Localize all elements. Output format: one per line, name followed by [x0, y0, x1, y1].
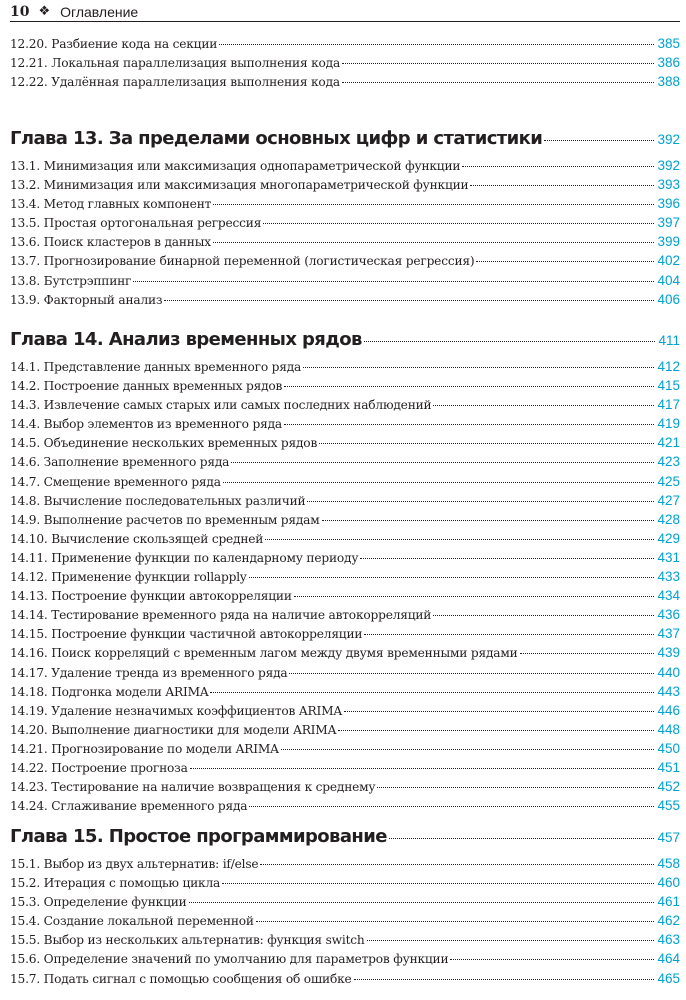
dot-leader: [294, 596, 655, 597]
toc-entry[interactable]: [10, 722, 680, 741]
entry-page[interactable]: 412: [657, 359, 680, 374]
entry-page[interactable]: 429: [657, 530, 680, 546]
entry-title: 14.5. Объединение нескольких временных рядов: [10, 436, 318, 451]
toc-entry[interactable]: [10, 779, 680, 798]
toc-entry[interactable]: [10, 932, 680, 951]
toc-entry[interactable]: [10, 971, 680, 990]
entry-title: 12.21. Локальная параллелизация выполнения кода: [10, 56, 341, 71]
entry-page[interactable]: 399: [657, 234, 680, 250]
dot-leader: [249, 806, 654, 807]
entry-title: 14.16. Поиск корреляций с временным лагом между двумя временными рядами: [10, 646, 518, 661]
toc-entry[interactable]: [10, 875, 680, 894]
toc-entry[interactable]: [10, 158, 680, 177]
dot-leader: [189, 902, 655, 903]
entry-page[interactable]: 425: [657, 473, 680, 489]
dot-leader: [433, 405, 654, 406]
chapter-heading[interactable]: [10, 329, 680, 359]
entry-title: 13.1. Минимизация или максимизация однопараметрической функции: [10, 159, 461, 173]
entry-page[interactable]: 427: [657, 492, 680, 508]
chapter-page[interactable]: 457: [657, 830, 680, 845]
entry-title: 14.13. Построение функции автокорреляции: [10, 589, 292, 604]
entry-page[interactable]: 417: [657, 397, 680, 413]
entry-page[interactable]: 392: [657, 158, 680, 173]
entry-page[interactable]: 388: [657, 74, 680, 90]
dot-leader: [263, 223, 654, 224]
toc-entry[interactable]: [10, 913, 680, 932]
entry-page[interactable]: 396: [657, 196, 680, 212]
chapter-heading[interactable]: [10, 128, 680, 158]
entry-title: 15.1. Выбор из двух альтернатив: if/else: [10, 857, 259, 871]
dot-leader: [354, 979, 655, 980]
chapter-page[interactable]: 411: [658, 333, 680, 348]
dot-leader: [133, 281, 654, 282]
toc-entry[interactable]: [10, 196, 680, 215]
toc-entry[interactable]: [10, 359, 680, 378]
toc-entry[interactable]: [10, 378, 680, 397]
entry-page[interactable]: 421: [657, 435, 680, 451]
entry-page[interactable]: 415: [657, 378, 680, 394]
dot-leader: [164, 300, 654, 301]
entry-title: 14.7. Смещение временного ряда: [10, 474, 221, 489]
dot-leader: [223, 482, 655, 483]
entry-page[interactable]: 460: [657, 875, 680, 891]
dot-leader: [377, 787, 654, 788]
dot-leader: [342, 63, 654, 64]
entry-title: 14.14. Тестирование временного ряда на наличие автокорреляций: [10, 608, 432, 623]
dot-leader: [470, 185, 654, 186]
toc-entry[interactable]: [10, 856, 680, 875]
entry-page[interactable]: 465: [657, 970, 680, 986]
entry-title: 14.10. Вычисление скользящей средней: [10, 531, 264, 546]
chapter-heading[interactable]: [10, 826, 680, 856]
dot-leader: [476, 261, 654, 262]
page-header: [10, 0, 680, 22]
dot-leader: [284, 424, 655, 425]
dot-leader: [284, 386, 654, 387]
entry-page[interactable]: 458: [657, 856, 680, 871]
dot-leader: [281, 749, 655, 750]
entry-title: 14.23. Тестирование на наличие возвращения к среднему: [10, 780, 376, 795]
entry-title: 14.15. Построение функции частичной автокорреляции: [10, 627, 363, 642]
toc-entry[interactable]: [10, 760, 680, 779]
entry-page[interactable]: 452: [657, 779, 680, 795]
chapter-15: [10, 826, 680, 990]
entry-page[interactable]: 397: [657, 215, 680, 231]
chapter-title: Глава 15. Простое программирование: [10, 826, 387, 847]
toc-entry[interactable]: [10, 435, 680, 454]
entry-page[interactable]: 404: [657, 272, 680, 288]
entry-title: 14.18. Подгонка модели ARIMA: [10, 684, 209, 699]
entry-page[interactable]: 437: [657, 626, 680, 642]
entry-page[interactable]: 462: [657, 913, 680, 929]
toc-entry[interactable]: [10, 607, 680, 626]
entry-page[interactable]: 461: [657, 894, 680, 910]
entry-page[interactable]: 451: [657, 759, 680, 775]
entry-page[interactable]: 433: [657, 569, 680, 585]
entry-title: 13.9. Факторный анализ: [10, 292, 163, 307]
dot-leader: [249, 577, 655, 578]
chapter-title: Глава 13. За пределами основных цифр и статистики: [10, 128, 543, 149]
entry-title: 13.2. Минимизация или максимизация многопараметрической функции: [10, 178, 469, 193]
entry-title: 14.11. Применение функции по календарному периоду: [10, 550, 359, 565]
dot-leader: [219, 44, 654, 45]
entry-title: 15.4. Создание локальной переменной: [10, 914, 254, 929]
section-12-tail: [10, 36, 680, 93]
toc-entry[interactable]: [10, 454, 680, 473]
entry-page[interactable]: 455: [657, 798, 680, 814]
entry-title: 14.3. Извлечение самых старых или самых последних наблюдений: [10, 398, 432, 413]
toc-entry[interactable]: [10, 493, 680, 512]
entry-page[interactable]: 428: [657, 511, 680, 527]
entry-title: 14.8. Вычисление последовательных различий: [10, 493, 306, 508]
entry-page[interactable]: 439: [657, 645, 680, 661]
entry-page[interactable]: 448: [657, 721, 680, 737]
entry-title: 15.7. Подать сигнал с помощью сообщения об ошибке: [10, 971, 352, 986]
page-number: 10: [10, 4, 30, 20]
dot-leader: [190, 768, 655, 769]
dot-leader: [322, 520, 655, 521]
toc-entry[interactable]: [10, 684, 680, 703]
toc-entry[interactable]: [10, 665, 680, 684]
entry-title: 14.24. Сглаживание временного ряда: [10, 799, 248, 814]
entry-page[interactable]: 463: [657, 932, 680, 948]
toc-entry[interactable]: [10, 626, 680, 645]
entry-page[interactable]: 443: [657, 683, 680, 699]
dot-leader: [307, 501, 654, 502]
entry-page[interactable]: 446: [657, 702, 680, 718]
dot-leader: [433, 615, 654, 616]
toc-entry[interactable]: [10, 234, 680, 253]
dot-leader: [367, 940, 655, 941]
toc-entry[interactable]: [10, 703, 680, 722]
entry-title: 14.17. Удаление тренда из временного ряда: [10, 665, 288, 680]
dot-leader: [231, 462, 654, 463]
entry-title: 15.6. Определение значений по умолчанию для параметров функции: [10, 952, 449, 967]
entry-title: 13.6. Поиск кластеров в данных: [10, 235, 211, 250]
dot-leader: [360, 558, 654, 559]
entry-title: 14.12. Применение функции rollapply: [10, 570, 247, 585]
entry-title: 15.3. Определение функции: [10, 895, 187, 910]
entry-title: 13.5. Простая ортогональная регрессия: [10, 216, 262, 231]
toc-entry[interactable]: [10, 531, 680, 550]
toc-entry[interactable]: [10, 253, 680, 272]
entry-page[interactable]: 406: [657, 291, 680, 307]
toc-entry[interactable]: [10, 416, 680, 435]
toc-entry[interactable]: [10, 550, 680, 569]
entry-title: 12.20. Разбиение кода на секции: [10, 37, 218, 51]
dot-leader: [520, 653, 655, 654]
entry-title: 15.2. Итерация с помощью цикла: [10, 876, 221, 891]
entry-title: 14.2. Построение данных временных рядов: [10, 379, 283, 394]
entry-page[interactable]: 440: [657, 664, 680, 680]
chapter-13: [10, 128, 680, 311]
dot-leader: [364, 341, 656, 342]
toc-entry[interactable]: [10, 645, 680, 664]
entry-title: 13.4. Метод главных компонент: [10, 197, 212, 212]
entry-title: 15.5. Выбор из нескольких альтернатив: функция switch: [10, 933, 365, 948]
dot-leader: [450, 959, 654, 960]
toc-entry[interactable]: [10, 741, 680, 760]
dot-leader: [319, 443, 654, 444]
entry-page[interactable]: 436: [657, 607, 680, 623]
dot-leader: [544, 140, 654, 141]
entry-title: 14.19. Удаление незначимых коэффициентов ARIMA: [10, 703, 342, 718]
dot-leader: [265, 539, 654, 540]
dot-leader: [260, 864, 654, 865]
toc-entry[interactable]: [10, 397, 680, 416]
entry-page[interactable]: 402: [657, 253, 680, 269]
dot-leader: [462, 166, 654, 167]
entry-page[interactable]: 464: [657, 951, 680, 967]
dot-leader: [213, 204, 654, 205]
entry-title: 13.7. Прогнозирование бинарной переменной (логистическая регрессия): [10, 254, 475, 269]
dot-leader: [256, 921, 655, 922]
dot-leader: [213, 242, 655, 243]
dot-leader: [389, 838, 655, 839]
toc-entry[interactable]: [10, 569, 680, 588]
entry-page[interactable]: 385: [657, 36, 680, 51]
toc-entry[interactable]: [10, 55, 680, 74]
chapter-title: Глава 14. Анализ временных рядов: [10, 329, 362, 350]
toc-entry[interactable]: [10, 215, 680, 234]
toc-entry[interactable]: [10, 588, 680, 607]
ornament-icon: ❖: [38, 4, 51, 19]
entry-page[interactable]: 386: [657, 55, 680, 71]
toc-entry[interactable]: [10, 474, 680, 493]
entry-title: 14.1. Представление данных временного ряда: [10, 360, 302, 374]
toc-entry[interactable]: [10, 894, 680, 913]
entry-page[interactable]: 434: [657, 588, 680, 604]
dot-leader: [338, 730, 654, 731]
entry-title: 14.22. Построение прогноза: [10, 760, 188, 775]
dot-leader: [222, 883, 654, 884]
entry-page[interactable]: 431: [657, 549, 680, 565]
entry-page[interactable]: 393: [657, 177, 680, 193]
entry-title: 14.20. Выполнение диагностики для модели ARIMA: [10, 722, 337, 737]
toc-entry[interactable]: [10, 798, 680, 817]
toc-entry[interactable]: [10, 951, 680, 970]
entry-title: 14.4. Выбор элементов из временного ряда: [10, 417, 282, 432]
dot-leader: [303, 367, 654, 368]
dot-leader: [364, 634, 654, 635]
entry-title: 14.21. Прогнозирование по модели ARIMA: [10, 741, 279, 756]
toc-entry[interactable]: [10, 74, 680, 93]
entry-page[interactable]: 450: [657, 740, 680, 756]
chapter-14: [10, 329, 680, 817]
entry-page[interactable]: 419: [657, 416, 680, 432]
chapter-page[interactable]: 392: [657, 132, 680, 147]
toc-entry[interactable]: [10, 292, 680, 311]
toc-entry[interactable]: [10, 512, 680, 531]
entry-page[interactable]: 423: [657, 454, 680, 470]
running-title: Оглавление: [60, 4, 139, 20]
entry-title: 14.6. Заполнение временного ряда: [10, 455, 230, 470]
dot-leader: [342, 82, 655, 83]
toc-entry[interactable]: [10, 273, 680, 292]
dot-leader: [210, 692, 654, 693]
entry-title: 14.9. Выполнение расчетов по временным рядам: [10, 512, 320, 527]
toc-entry[interactable]: [10, 36, 680, 55]
dot-leader: [344, 711, 655, 712]
toc-entry[interactable]: [10, 177, 680, 196]
entry-title: 12.22. Удалённая параллелизация выполнения кода: [10, 75, 340, 90]
entry-title: 13.8. Бутстрэппинг: [10, 273, 132, 288]
dot-leader: [289, 673, 654, 674]
